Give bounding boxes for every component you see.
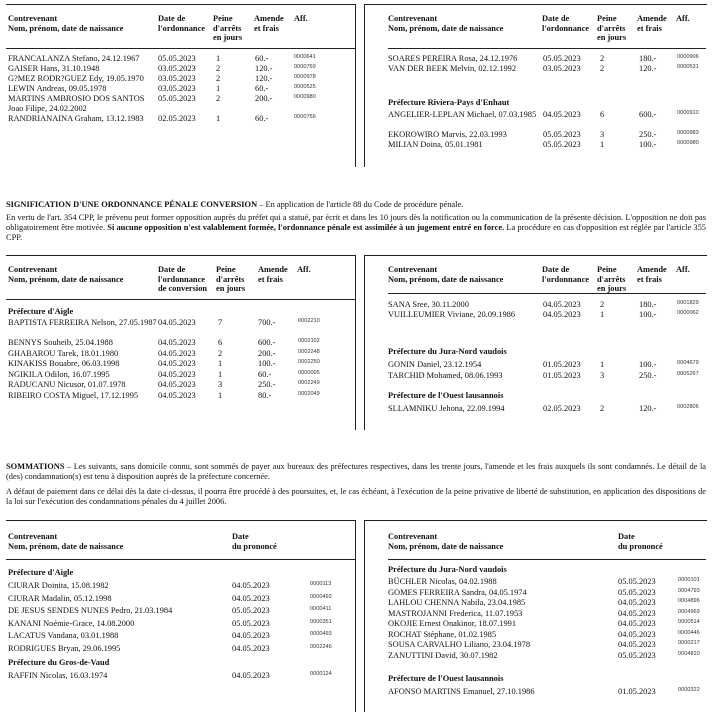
date-cell: 04.05.2023 xyxy=(618,629,656,639)
amende-cell: 100.- xyxy=(639,360,657,369)
section-conversion-title: SIGNIFICATION D'UNE ORDONNANCE PÉNALE CONVERSION – En application de l'article 88 du Code de procédure pénale. xyxy=(6,200,464,209)
aff-number: 0004969 xyxy=(678,608,700,615)
date-cell: 02.05.2023 xyxy=(158,114,196,123)
contrevenant-name: GONIN Daniel, 23.12.1954 xyxy=(388,360,482,369)
aff-number: 0000980 xyxy=(677,140,699,146)
prefecture-heading: Préfecture du Gros-de-Vaud xyxy=(8,658,110,667)
contrevenant-name: RODRIGUES Bryan, 29.06.1995 xyxy=(8,643,121,653)
peine-cell: 2 xyxy=(216,74,221,83)
amende-cell: 100.- xyxy=(639,140,657,149)
contrevenant-name: ROCHAT Stéphane, 01.02.1985 xyxy=(388,629,497,639)
table-conversion-right xyxy=(364,255,707,430)
peine-cell: 2 xyxy=(600,404,605,413)
aff-number: 0002250 xyxy=(298,359,320,365)
amende-cell: 80.- xyxy=(258,390,272,400)
date-cell: 04.05.2023 xyxy=(543,310,581,319)
date-cell: 05.05.2023 xyxy=(543,140,581,149)
contrevenant-name: GOMES FERREIRA Sandra, 04.05.1974 xyxy=(388,587,527,597)
aff-number: 0000978 xyxy=(294,74,316,80)
contrevenant-name: CIURAR Madalin, 05.12.1998 xyxy=(8,593,112,603)
peine-cell: 2 xyxy=(216,64,221,73)
date-cell: 01.05.2023 xyxy=(618,687,656,696)
section-sommations-text: SOMMATIONS – Les suivants, sans domicile connu, sont sommés de payer aux bureaux des préfectures respectives, dans les trente jours, l'amende et les frais auxquels ils sont condamnés. Le détail de la (des) condamnation(s) est tenu à disposition auprès de la préfecture concernée. xyxy=(6,462,706,482)
header-contrevenant: Contrevenant Nom, prénom, date de naissance xyxy=(388,14,504,33)
amende-cell: 120.- xyxy=(639,64,657,73)
date-cell: 04.05.2023 xyxy=(232,631,270,640)
contrevenant-name: NGIKILA Odilon, 16.07.1995 xyxy=(8,369,110,379)
header-peine: Peine d'arrêts en jours xyxy=(597,265,627,294)
table-sommations-left xyxy=(6,520,355,712)
aff-number: 0000446 xyxy=(678,629,700,636)
contrevenant-name: TARCHID Mohamed, 08.06.1993 xyxy=(388,370,503,380)
aff-number: 0000514 xyxy=(678,619,700,625)
contrevenant-name: VAN DER BEEK Melvin, 02.12.1992 xyxy=(388,64,517,73)
date-cell: 04.05.2023 xyxy=(232,593,270,603)
contrevenant-name: BAPTISTA FERREIRA Nelson, 27.05.1987 xyxy=(8,318,157,327)
date-cell: 02.05.2023 xyxy=(543,404,581,413)
date-cell: 05.05.2023 xyxy=(618,650,656,660)
contrevenant-name: ZANUTTINI David, 30.07.1982 xyxy=(388,650,498,660)
aff-number: 0000980 xyxy=(294,94,316,100)
aff-number: 0001829 xyxy=(677,300,699,306)
peine-cell: 2 xyxy=(218,348,223,358)
table-sommations-right xyxy=(364,520,707,712)
contrevenant-name: OKOJIE Ernest Onakinor, 18.07.1991 xyxy=(388,619,517,628)
date-cell: 03.05.2023 xyxy=(158,84,196,93)
peine-cell: 1 xyxy=(600,140,605,149)
amende-cell: 60.- xyxy=(258,369,272,379)
amende-cell: 250.- xyxy=(639,130,657,139)
header-date-ordonnance: Date de l'ordonnance xyxy=(542,14,589,33)
peine-cell: 2 xyxy=(600,54,605,63)
peine-cell: 1 xyxy=(218,390,223,400)
header-contrevenant: Contrevenant Nom, prénom, date de naissance xyxy=(8,14,124,33)
date-cell: 05.05.2023 xyxy=(158,54,196,63)
date-cell: 04.05.2023 xyxy=(543,110,581,119)
aff-number: 0000910 xyxy=(677,110,699,116)
date-cell: 04.05.2023 xyxy=(232,581,270,590)
peine-cell: 3 xyxy=(600,130,605,139)
header-date-prononce: Date du prononcé xyxy=(232,532,277,551)
header-amende: Amende et frais xyxy=(637,14,667,33)
aff-number: 0000531 xyxy=(677,64,699,70)
date-cell: 05.05.2023 xyxy=(232,606,270,615)
prefecture-heading: Préfecture Riviera-Pays d'Enhaut xyxy=(388,98,510,107)
amende-cell: 700.- xyxy=(258,318,276,327)
contrevenant-name: MASTROJANNI Frederica, 11.07.1953 xyxy=(388,608,523,618)
peine-cell: 6 xyxy=(600,110,605,119)
contrevenant-name: RIBEIRO COSTA Miguel, 17.12.1995 xyxy=(8,390,139,400)
date-cell: 04.05.2023 xyxy=(158,318,196,327)
contrevenant-name: DE JESUS SENDES NUNES Pedro, 21.03.1984 xyxy=(8,606,173,615)
peine-cell: 3 xyxy=(218,380,223,389)
aff-number: 0002246 xyxy=(310,643,332,650)
header-date-prononce: Date du prononcé xyxy=(618,532,663,551)
aff-number: 0002806 xyxy=(677,404,699,410)
date-cell: 01.05.2023 xyxy=(543,370,581,380)
contrevenant-name: G?MEZ RODR?GUEZ Edy, 19.05.1970 xyxy=(8,74,144,83)
aff-number: 0000492 xyxy=(310,593,332,600)
section-conversion-text: En vertu de l'art. 354 CPP, le prévenu peut former opposition auprès du préfet qui a statué, par écrit et dans les 10 jours dès la notification ou la communication de la présente décision. L'opposition ne doit pas obligatoirement être motivée. Si aucune opposition n'est valablement formée, l'ordonnance pénale est assimilée à un jugement entré en force. La procédure en cas d'opposition est réglée par l'article 355 CPP. xyxy=(6,213,706,243)
table-conversion-left xyxy=(6,255,355,430)
date-cell: 01.05.2023 xyxy=(543,360,581,369)
amende-cell: 120.- xyxy=(255,74,273,83)
contrevenant-name: BENNYS Souheib, 25.04.1988 xyxy=(8,338,113,347)
date-cell: 05.05.2023 xyxy=(543,54,581,63)
aff-number: 0000101 xyxy=(678,577,700,583)
amende-cell: 600.- xyxy=(639,110,657,119)
aff-number: 0002248 xyxy=(298,348,320,355)
aff-number: 0000525 xyxy=(294,84,316,90)
amende-cell: 180.- xyxy=(639,300,657,309)
contrevenant-name: VUILLEUMIER Viviane, 20.09.1986 xyxy=(388,310,516,319)
date-cell: 03.05.2023 xyxy=(543,64,581,73)
peine-cell: 1 xyxy=(216,84,221,93)
peine-cell: 1 xyxy=(216,54,221,63)
contrevenant-name: FRANCALANZA Stefano, 24.12.1967 xyxy=(8,54,140,63)
contrevenant-name: AFONSO MARTINS Emanuel, 27.10.1986 xyxy=(388,687,535,696)
contrevenant-name: GAISER Hans, 31.10.1948 xyxy=(8,64,100,73)
peine-cell: 2 xyxy=(600,300,605,309)
contrevenant-name: MILIAN Doina, 05.01.1981 xyxy=(388,140,483,149)
contrevenant-name: SOARES PEREIRA Rosa, 24.12.1976 xyxy=(388,54,518,63)
peine-cell: 1 xyxy=(216,114,221,123)
aff-number: 0000756 xyxy=(294,114,316,120)
header-aff: Aff. xyxy=(676,265,690,274)
header-aff: Aff. xyxy=(297,265,311,274)
date-cell: 04.05.2023 xyxy=(232,671,270,680)
contrevenant-name: CIURAR Doinita, 15.08.1982 xyxy=(8,581,109,590)
aff-number: 0000493 xyxy=(310,631,332,637)
contrevenant-name: SANA Sree, 30.11.2000 xyxy=(388,300,469,309)
amende-cell: 250.- xyxy=(258,380,276,389)
contrevenant-name: KANANI Noémie-Grace, 14.08.2000 xyxy=(8,618,135,628)
contrevenant-name: ANGELIER-LEPLAN Michael, 07.03.1985 xyxy=(388,110,537,119)
aff-number: 0002210 xyxy=(298,318,320,324)
header-contrevenant: Contrevenant Nom, prénom, date de naissance xyxy=(8,265,124,284)
amende-cell: 180.- xyxy=(639,54,657,63)
header-date-ordonnance: Date de l'ordonnance xyxy=(542,265,589,284)
aff-number: 0004896 xyxy=(678,598,700,604)
amende-cell: 600.- xyxy=(258,338,276,347)
aff-number: 0000411 xyxy=(310,606,332,612)
header-contrevenant: Contrevenant Nom, prénom, date de naissance xyxy=(388,532,504,551)
header-contrevenant: Contrevenant Nom, prénom, date de naissance xyxy=(8,532,124,551)
aff-number: 0000113 xyxy=(310,581,332,587)
aff-number: 0002049 xyxy=(298,390,320,397)
header-date-ordonnance: Date de l'ordonnance de conversion xyxy=(158,265,208,294)
contrevenant-name: RANDRIANAINA Graham, 13.12.1983 xyxy=(8,114,144,123)
peine-cell: 7 xyxy=(218,318,223,327)
date-cell: 05.05.2023 xyxy=(158,94,196,103)
prefecture-heading: Préfecture du Jura-Nord vaudois xyxy=(388,565,507,574)
header-amende: Amende et frais xyxy=(637,265,667,284)
date-cell: 04.05.2023 xyxy=(618,619,656,628)
header-peine: Peine d'arrêts en jours xyxy=(597,14,627,43)
prefecture-heading: Préfecture de l'Ouest lausannois xyxy=(388,391,504,400)
contrevenant-name: KINAKISS Bouabre, 06.03.1998 xyxy=(8,359,120,368)
date-cell: 04.05.2023 xyxy=(618,598,656,607)
date-cell: 03.05.2023 xyxy=(158,74,196,83)
date-cell: 04.05.2023 xyxy=(158,369,196,379)
date-cell: 04.05.2023 xyxy=(618,640,656,649)
date-cell: 03.05.2023 xyxy=(158,64,196,73)
date-cell: 04.05.2023 xyxy=(158,380,196,389)
header-amende: Amende et frais xyxy=(258,265,288,284)
prefecture-heading: Préfecture d'Aigle xyxy=(8,568,74,577)
prefecture-heading: Préfecture de l'Ouest lausannois xyxy=(388,674,504,683)
contrevenant-name: SOUSA CARVALHO Liliano, 23.04.1978 xyxy=(388,640,531,649)
aff-number: 0000062 xyxy=(677,310,699,316)
prefecture-heading: Préfecture d'Aigle xyxy=(8,307,74,316)
prefecture-heading: Préfecture du Jura-Nord vaudois xyxy=(388,347,507,356)
contrevenant-name: EKOROWIRO Marvis, 22.03.1993 xyxy=(388,130,507,139)
aff-number: 0000217 xyxy=(678,640,700,646)
contrevenant-name: SLLAMNIKU Jehona, 22.09.1994 xyxy=(388,404,505,413)
header-date-ordonnance: Date de l'ordonnance xyxy=(158,14,205,33)
aff-number: 0000906 xyxy=(677,54,699,60)
aff-number: 0000983 xyxy=(677,130,699,136)
peine-cell: 1 xyxy=(600,360,605,369)
peine-cell: 2 xyxy=(216,94,221,103)
date-cell: 04.05.2023 xyxy=(232,643,270,653)
peine-cell: 3 xyxy=(600,370,605,380)
contrevenant-name: RAFFIN Nicolas, 16.03.1974 xyxy=(8,671,108,680)
date-cell: 05.05.2023 xyxy=(618,577,656,586)
table-ordonnances-right xyxy=(364,4,707,167)
aff-number: 0000769 xyxy=(294,64,316,70)
aff-number: 0004679 xyxy=(677,360,699,366)
amende-cell: 120.- xyxy=(255,64,273,73)
aff-number: 0000351 xyxy=(310,618,332,625)
date-cell: 04.05.2023 xyxy=(158,338,196,347)
aff-number: 0002249 xyxy=(298,380,320,386)
peine-cell: 6 xyxy=(218,338,223,347)
date-cell: 04.05.2023 xyxy=(618,608,656,618)
header-aff: Aff. xyxy=(294,14,308,23)
amende-cell: 60.- xyxy=(255,84,269,93)
date-cell: 04.05.2023 xyxy=(158,390,196,400)
amende-cell: 100.- xyxy=(258,359,276,368)
aff-number: 0004793 xyxy=(678,587,700,594)
date-cell: 05.05.2023 xyxy=(618,587,656,597)
amende-cell: 60.- xyxy=(255,54,269,63)
date-cell: 05.05.2023 xyxy=(232,618,270,628)
header-aff: Aff. xyxy=(676,14,690,23)
section-sommations-text-2: A défaut de paiement dans ce délai dès la date ci-dessus, il pourra être procédé à des poursuites, et, le cas échéant, à l'exécution de la peine privative de liberté de substitution, en application des dispositions de la loi sur l'exécution des condamnations pénales du 4 juillet 2006. xyxy=(6,487,706,507)
amende-cell: 100.- xyxy=(639,310,657,319)
contrevenant-name: MARTINS AMBROSIO DOS SANTOS Joao Filipe, 24.02.2002 xyxy=(8,94,145,114)
contrevenant-name: LEWIN Andreas, 09.05.1978 xyxy=(8,84,107,93)
date-cell: 04.05.2023 xyxy=(543,300,581,309)
header-peine: Peine d'arrêts en jours xyxy=(216,265,246,294)
contrevenant-name: LACATUS Vandana, 03.01.1988 xyxy=(8,631,119,640)
aff-number: 0004810 xyxy=(678,650,700,657)
date-cell: 05.05.2023 xyxy=(543,130,581,139)
peine-cell: 1 xyxy=(600,310,605,319)
contrevenant-name: LAHLOU CHENNA Nabila, 23.04.1985 xyxy=(388,598,526,607)
aff-number: 0005267 xyxy=(677,370,699,377)
contrevenant-name: GHABAROU Tarek, 18.01.1980 xyxy=(8,348,119,358)
amende-cell: 60.- xyxy=(255,114,269,123)
date-cell: 04.05.2023 xyxy=(158,359,196,368)
peine-cell: 1 xyxy=(218,359,223,368)
contrevenant-name: RADUCANU Nicusor, 01.07.1978 xyxy=(8,380,126,389)
header-peine: Peine d'arrêts en jours xyxy=(213,14,243,43)
aff-number: 0000124 xyxy=(310,671,332,677)
amende-cell: 120.- xyxy=(639,404,657,413)
contrevenant-name: BÜCHLER Nicolas, 04.02.1988 xyxy=(388,577,497,586)
amende-cell: 200.- xyxy=(258,348,276,358)
amende-cell: 250.- xyxy=(639,370,657,380)
amende-cell: 200.- xyxy=(255,94,273,103)
header-contrevenant: Contrevenant Nom, prénom, date de naissance xyxy=(388,265,504,284)
aff-number: 0000005 xyxy=(298,369,320,376)
table-ordonnances-left xyxy=(6,4,355,167)
date-cell: 04.05.2023 xyxy=(158,348,196,358)
header-amende: Amende et frais xyxy=(254,14,284,33)
aff-number: 0000641 xyxy=(294,54,316,60)
peine-cell: 2 xyxy=(600,64,605,73)
aff-number: 0000322 xyxy=(678,687,700,693)
aff-number: 0002102 xyxy=(298,338,320,344)
peine-cell: 1 xyxy=(218,369,223,379)
